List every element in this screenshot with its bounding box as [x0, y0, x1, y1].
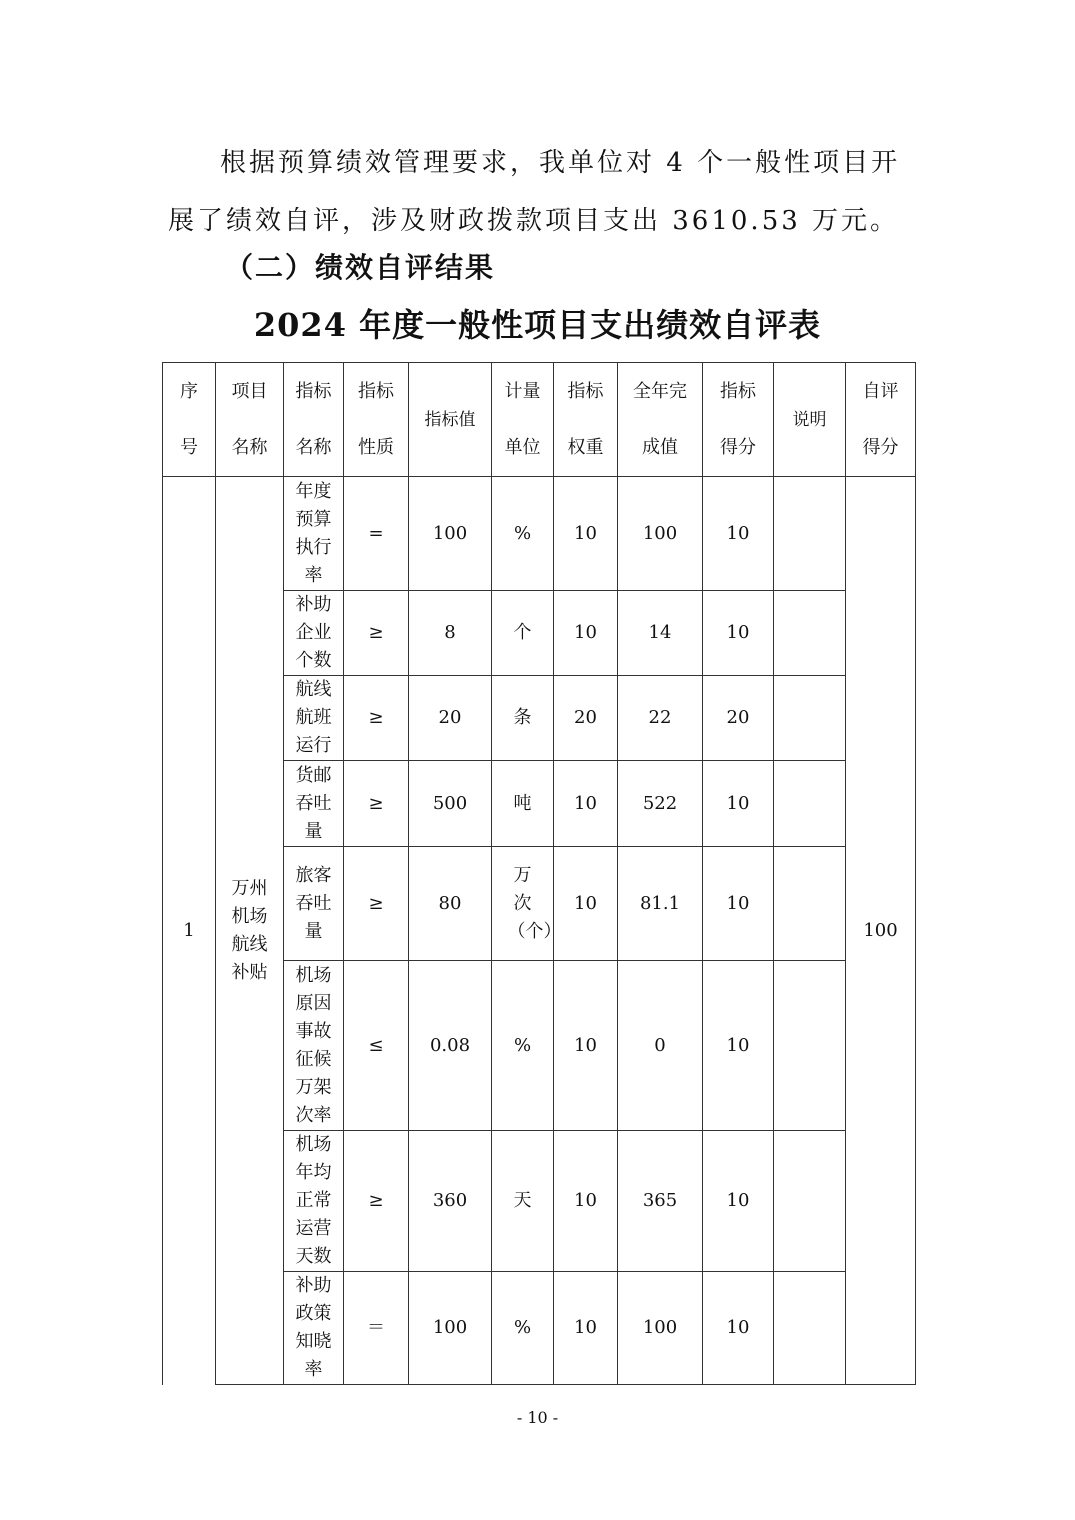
project-seq: 1 — [163, 477, 216, 1385]
indicator-score: 10 — [703, 847, 774, 961]
indicator-name: 补助企业个数 — [284, 591, 344, 676]
indicator-value: 500 — [409, 761, 492, 847]
header-score: 指标得分 — [703, 363, 774, 477]
indicator-value: 100 — [409, 477, 492, 591]
indicator-value: 8 — [409, 591, 492, 676]
table-header-row — [163, 363, 916, 477]
indicator-score: 10 — [703, 591, 774, 676]
indicator-note — [774, 847, 846, 961]
indicator-unit: 条 — [492, 676, 554, 761]
header-completed: 全年完成值 — [618, 363, 703, 477]
indicator-value: 0.08 — [409, 961, 492, 1131]
header-self-score: 自评得分 — [846, 363, 916, 477]
intro-paragraph: 根据预算绩效管理要求，我单位对 4 个一般性项目开展了绩效自评，涉及财政拨款项目支出 3610.53 万元。 — [168, 148, 901, 236]
indicator-score: 10 — [703, 1131, 774, 1272]
indicator-note — [774, 761, 846, 847]
header-project-name: 项目名称 — [216, 363, 284, 477]
header-unit: 计量单位 — [492, 363, 554, 477]
indicator-weight: 10 — [554, 761, 618, 847]
indicator-weight: 10 — [554, 961, 618, 1131]
indicator-nature: ≤ — [344, 961, 409, 1131]
indicator-note — [774, 591, 846, 676]
indicator-completed: 365 — [618, 1131, 703, 1272]
indicator-completed: 14 — [618, 591, 703, 676]
indicator-unit: % — [492, 477, 554, 591]
indicator-weight: 10 — [554, 1272, 618, 1385]
indicator-name: 机场年均正常运营天数 — [284, 1131, 344, 1272]
indicator-value: 360 — [409, 1131, 492, 1272]
indicator-score: 10 — [703, 761, 774, 847]
table-title: 2024 年度一般性项目支出绩效自评表 — [253, 306, 822, 344]
indicator-weight: 10 — [554, 847, 618, 961]
indicator-name: 航线航班运行 — [284, 676, 344, 761]
indicator-note — [774, 1272, 846, 1385]
indicator-weight: 10 — [554, 1131, 618, 1272]
header-indicator-nature: 指标性质 — [344, 363, 409, 477]
indicator-completed: 522 — [618, 761, 703, 847]
indicator-score: 10 — [703, 1272, 774, 1385]
header-weight: 指标权重 — [554, 363, 618, 477]
indicator-name: 补助政策知晓率 — [284, 1272, 344, 1385]
indicator-nature: ≥ — [344, 1131, 409, 1272]
performance-table — [162, 362, 916, 1385]
indicator-name: 货邮吞吐量 — [284, 761, 344, 847]
indicator-completed: 100 — [618, 477, 703, 591]
section-heading: （二）绩效自评结果 — [225, 251, 496, 284]
indicator-nature: ≥ — [344, 591, 409, 676]
indicator-name: 旅客吞吐量 — [284, 847, 344, 961]
page-number: - 10 - — [516, 1408, 559, 1427]
indicator-value: 20 — [409, 676, 492, 761]
indicator-nature: ≥ — [344, 847, 409, 961]
indicator-unit: % — [492, 1272, 554, 1385]
indicator-weight: 20 — [554, 676, 618, 761]
indicator-nature: = — [344, 477, 409, 591]
indicator-nature: ＝ — [344, 1272, 409, 1385]
header-seq: 序号 — [163, 363, 216, 477]
indicator-value: 100 — [409, 1272, 492, 1385]
indicator-unit: 天 — [492, 1131, 554, 1272]
indicator-unit: % — [492, 961, 554, 1131]
indicator-note — [774, 961, 846, 1131]
indicator-note — [774, 477, 846, 591]
indicator-weight: 10 — [554, 591, 618, 676]
header-note: 说明 — [774, 363, 846, 477]
indicator-score: 10 — [703, 477, 774, 591]
table-row — [163, 477, 916, 591]
indicator-unit: 个 — [492, 591, 554, 676]
indicator-nature: ≥ — [344, 761, 409, 847]
indicator-name: 机场原因事故征候万架次率 — [284, 961, 344, 1131]
header-indicator-value: 指标值 — [409, 363, 492, 477]
indicator-unit: 万次（个） — [492, 847, 554, 961]
indicator-name: 年度预算执行率 — [284, 477, 344, 591]
indicator-unit: 吨 — [492, 761, 554, 847]
indicator-weight: 10 — [554, 477, 618, 591]
indicator-score: 20 — [703, 676, 774, 761]
project-self-score: 100 — [846, 477, 916, 1385]
indicator-completed: 22 — [618, 676, 703, 761]
indicator-note — [774, 676, 846, 761]
indicator-value: 80 — [409, 847, 492, 961]
indicator-score: 10 — [703, 961, 774, 1131]
indicator-note — [774, 1131, 846, 1272]
indicator-completed: 100 — [618, 1272, 703, 1385]
indicator-nature: ≥ — [344, 676, 409, 761]
indicator-completed: 0 — [618, 961, 703, 1131]
indicator-completed: 81.1 — [618, 847, 703, 961]
project-name: 万州机场航线补贴 — [216, 477, 284, 1385]
header-indicator-name: 指标名称 — [284, 363, 344, 477]
